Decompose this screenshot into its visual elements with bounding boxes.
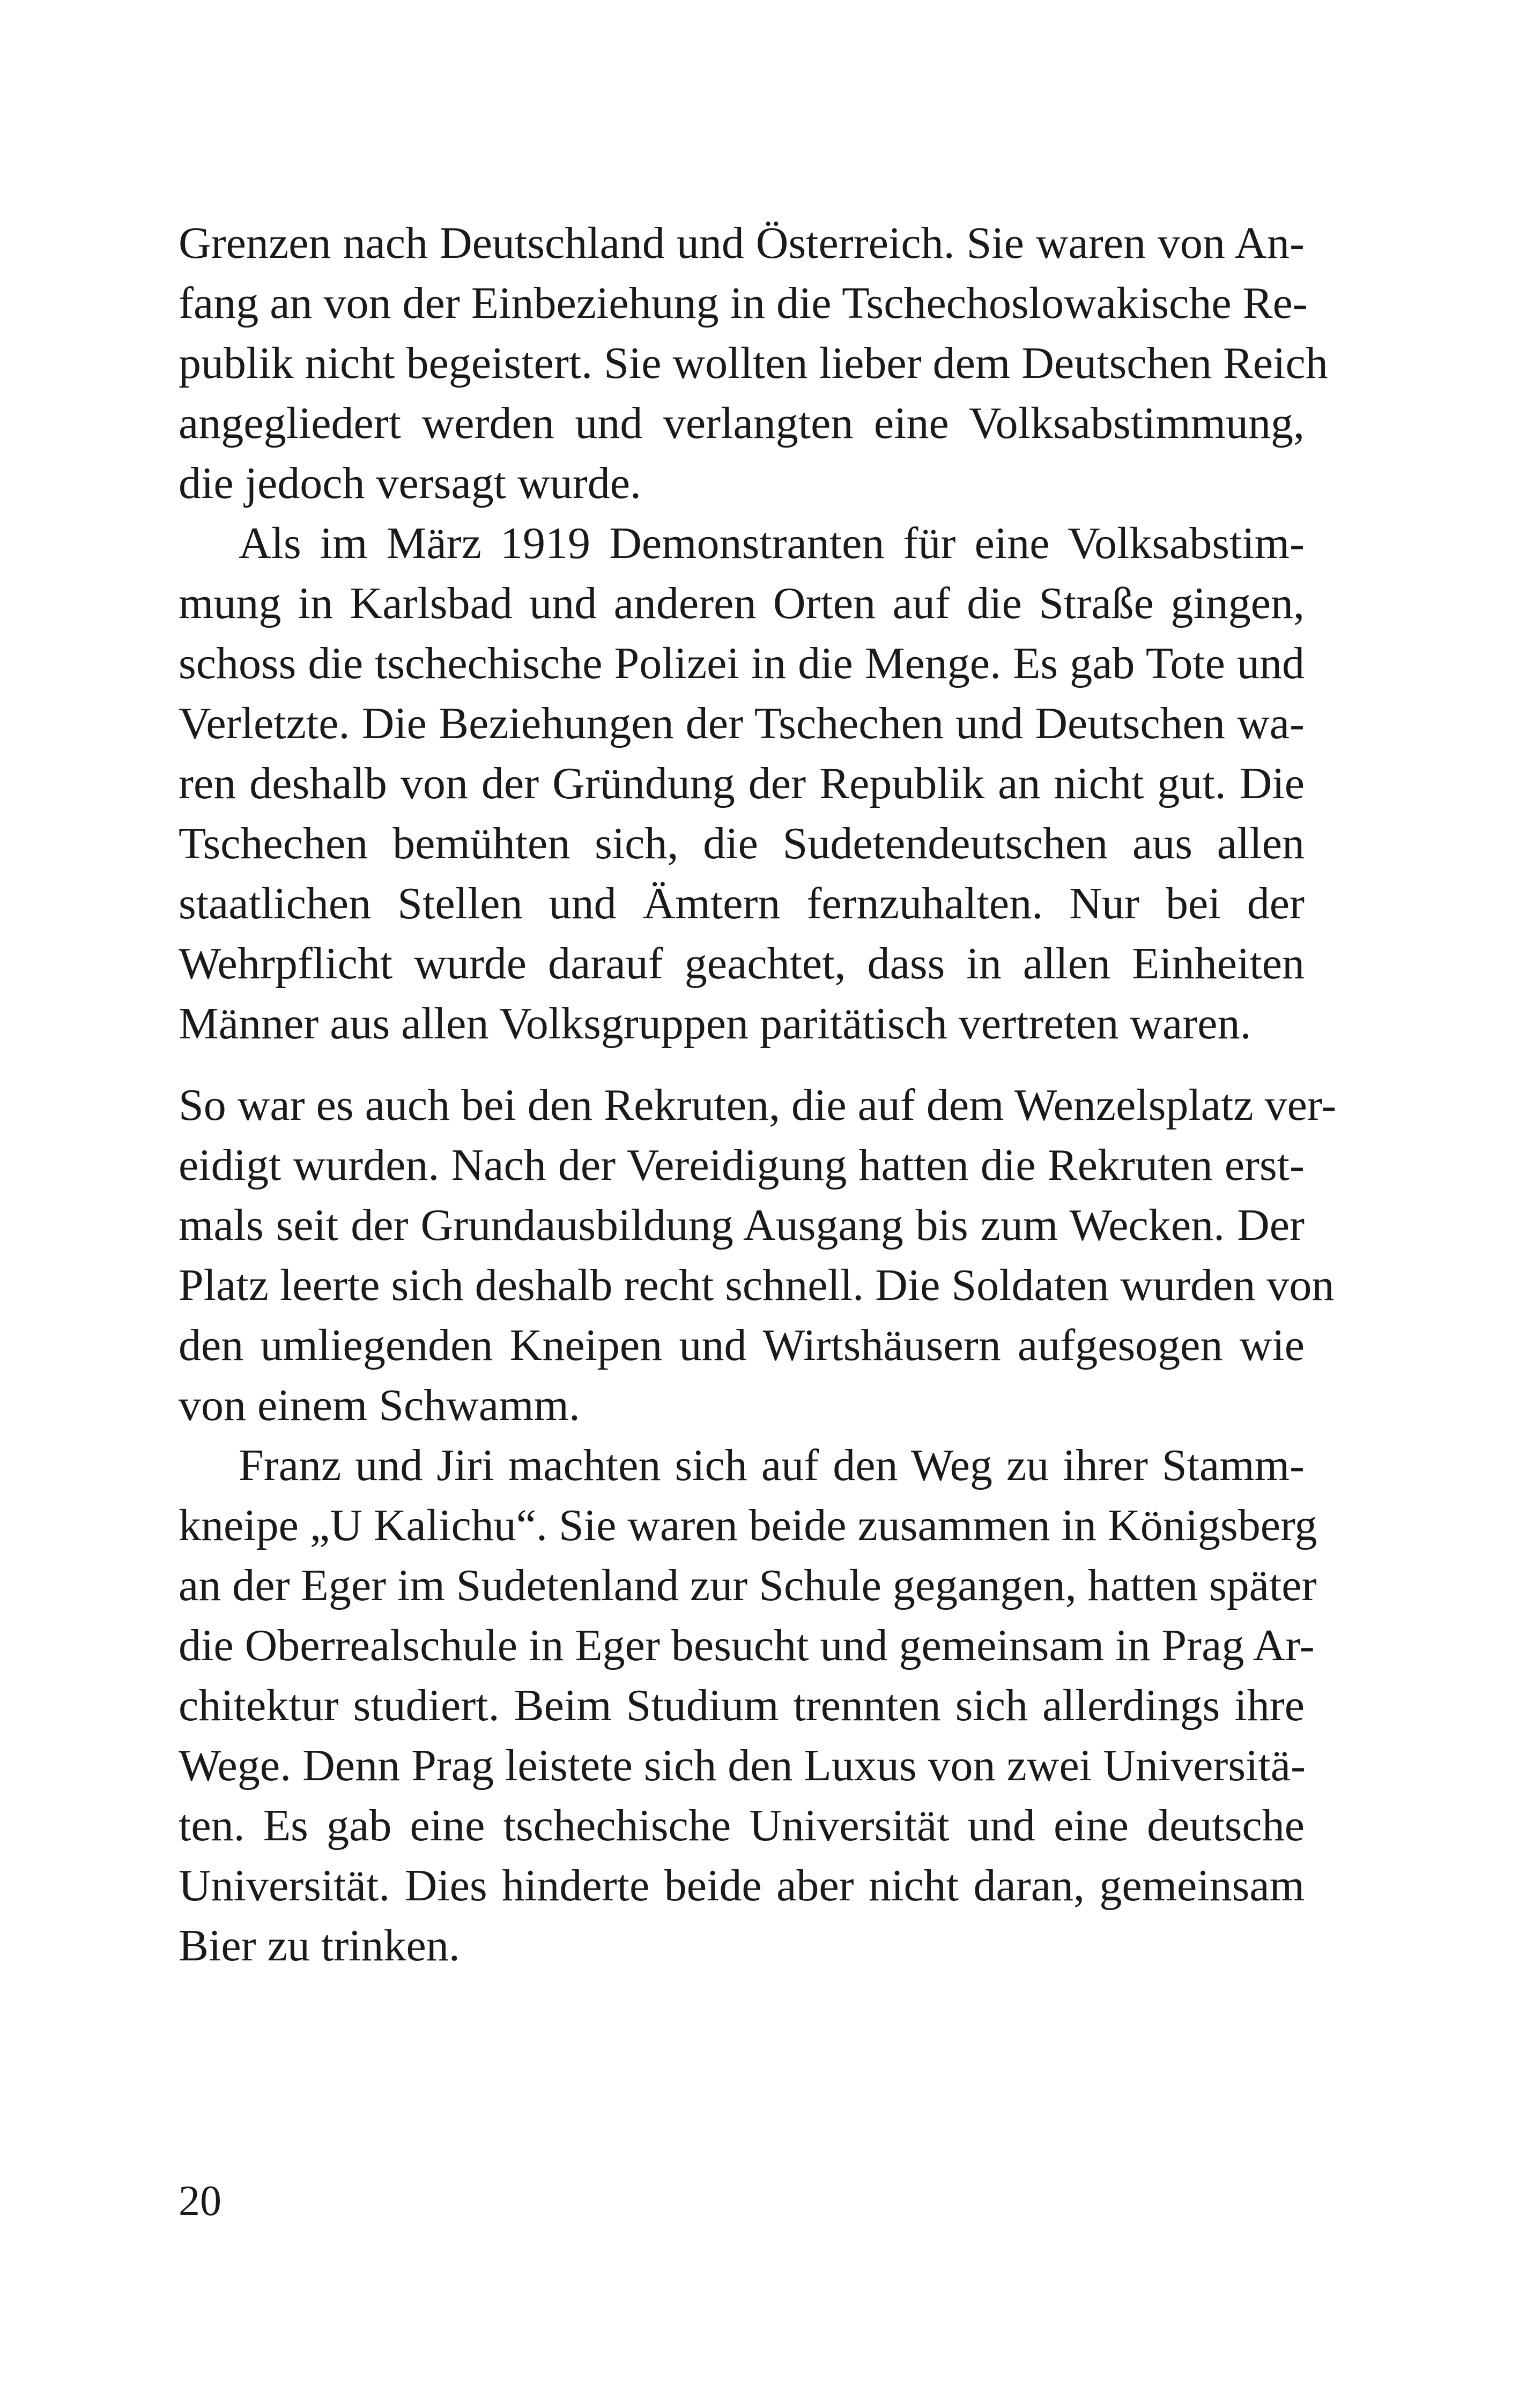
text-line: eidigt wurden. Nach der Vereidigung hatten die Rekruten erst- <box>179 1140 1305 1190</box>
text-line: von einem Schwamm. <box>179 1380 580 1430</box>
text-line: Männer aus allen Volksgruppen paritätisch vertreten waren. <box>179 999 1251 1049</box>
text-line: die Oberrealschule in Eger besucht und gemeinsam in Prag Ar- <box>179 1621 1315 1670</box>
text-line: chitektur studiert. Beim Studium trennten sich allerdings ihre <box>179 1681 1305 1730</box>
text-section-2 <box>179 1075 1337 1976</box>
text-line: ten. Es gab eine tschechische Universität und eine deutsche <box>179 1801 1305 1850</box>
text-line: kneipe „U Kalichu“. Sie waren beide zusammen in Königsberg <box>179 1500 1317 1550</box>
paragraph <box>179 514 1305 1054</box>
text-section-1 <box>179 213 1328 1054</box>
text-line: fang an von der Einbeziehung in die Tschechoslowakische Re- <box>179 278 1308 328</box>
paragraph <box>179 1075 1337 1436</box>
paragraph <box>179 213 1328 514</box>
text-line: publik nicht begeistert. Sie wollten lieber dem Deutschen Reich <box>179 338 1328 388</box>
text-line: Verletzte. Die Beziehungen der Tschechen und Deutschen wa- <box>179 698 1305 748</box>
text-line: Als im März 1919 Demonstranten für eine Volksabstim- <box>239 518 1305 568</box>
text-line: Wehrpflicht wurde darauf geachtet, dass in allen Einheiten <box>179 939 1305 989</box>
text-line: staatlichen Stellen und Ämtern fernzuhalten. Nur bei der <box>179 879 1305 928</box>
text-line: schoss die tschechische Polizei in die Menge. Es gab Tote und <box>179 638 1305 688</box>
text-line: angegliedert werden und verlangten eine Volksabstimmung, <box>179 398 1305 448</box>
text-line: Bier zu trinken. <box>179 1921 460 1971</box>
text-line: So war es auch bei den Rekruten, die auf dem Wenzelsplatz ver- <box>179 1080 1337 1130</box>
text-line: Wege. Denn Prag leistete sich den Luxus von zwei Universitä- <box>179 1741 1306 1790</box>
text-line: Platz leerte sich deshalb recht schnell. Die Soldaten wurden von <box>179 1260 1335 1310</box>
text-line: den umliegenden Kneipen und Wirtshäusern aufgesogen wie <box>179 1320 1305 1370</box>
text-line: Universität. Dies hinderte beide aber nicht daran, gemeinsam <box>179 1861 1305 1911</box>
text-line: die jedoch versagt wurde. <box>179 458 642 508</box>
text-line: an der Eger im Sudetenland zur Schule gegangen, hatten später <box>179 1560 1317 1610</box>
text-line: Tschechen bemühten sich, die Sudetendeutschen aus allen <box>179 819 1305 868</box>
text-line: Grenzen nach Deutschland und Österreich. Sie waren von An- <box>179 218 1305 268</box>
text-line: mung in Karlsbad und anderen Orten auf die Straße gingen, <box>179 578 1305 628</box>
text-line: ren deshalb von der Gründung der Republik an nicht gut. Die <box>179 759 1305 808</box>
text-line: Franz und Jiri machten sich auf den Weg zu ihrer Stamm- <box>239 1440 1305 1490</box>
page-number: 20 <box>179 2177 221 2225</box>
paragraph <box>179 1436 1317 1976</box>
text-line: mals seit der Grundausbildung Ausgang bis zum Wecken. Der <box>179 1200 1305 1250</box>
